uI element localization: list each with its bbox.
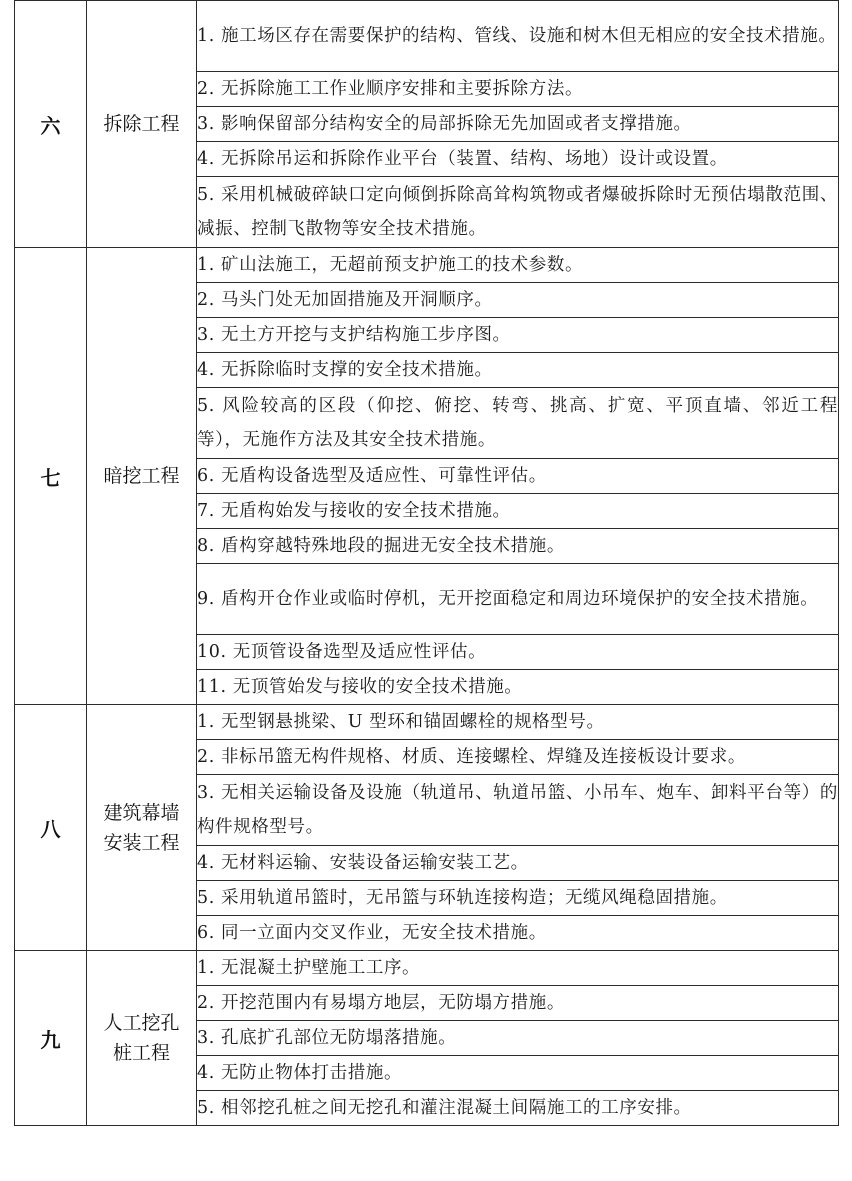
requirement-item: 4. 无材料运输、安装设备运输安装工艺。 — [197, 846, 839, 881]
requirement-item: 5. 相邻挖孔桩之间无挖孔和灌注混凝土间隔施工的工序安排。 — [197, 1091, 839, 1126]
requirement-item: 5. 采用轨道吊篮时，无吊篮与环轨连接构造；无缆风绳稳固措施。 — [197, 881, 839, 916]
section-category — [87, 705, 197, 951]
requirement-item: 4. 无拆除吊运和拆除作业平台（装置、结构、场地）设计或设置。 — [197, 142, 839, 177]
requirement-item: 10. 无顶管设备选型及适应性评估。 — [197, 635, 839, 670]
requirement-item: 8. 盾构穿越特殊地段的掘进无安全技术措施。 — [197, 529, 839, 564]
requirement-item: 3. 无土方开挖与支护结构施工步序图。 — [197, 318, 839, 353]
requirement-item: 3. 无相关运输设备及设施（轨道吊、轨道吊篮、小吊车、炮车、卸料平台等）的构件规格型号。 — [197, 775, 839, 846]
requirement-item: 2. 开挖范围内有易塌方地层，无防塌方措施。 — [197, 986, 839, 1021]
requirement-item: 4. 无防止物体打击措施。 — [197, 1056, 839, 1091]
table-row — [15, 705, 839, 740]
safety-requirements-table — [14, 0, 839, 1126]
table-row — [15, 1, 839, 72]
requirement-item: 5. 风险较高的区段（仰挖、俯挖、转弯、挑高、扩宽、平顶直墙、邻近工程等），无施作方法及其安全技术措施。 — [197, 388, 839, 459]
table-row — [15, 951, 839, 986]
requirement-item: 6. 同一立面内交叉作业，无安全技术措施。 — [197, 916, 839, 951]
requirement-item: 3. 影响保留部分结构安全的局部拆除无先加固或者支撑措施。 — [197, 107, 839, 142]
requirement-item: 1. 矿山法施工，无超前预支护施工的技术参数。 — [197, 248, 839, 283]
section-number: 六 — [15, 1, 87, 248]
requirement-item: 3. 孔底扩孔部位无防塌落措施。 — [197, 1021, 839, 1056]
section-category — [87, 951, 197, 1126]
section-number: 七 — [15, 248, 87, 705]
requirement-item: 2. 马头门处无加固措施及开洞顺序。 — [197, 283, 839, 318]
requirement-item: 6. 无盾构设备选型及适应性、可靠性评估。 — [197, 459, 839, 494]
section-category: 暗挖工程 — [87, 248, 197, 705]
table-row — [15, 248, 839, 283]
requirement-item: 2. 无拆除施工工作业顺序安排和主要拆除方法。 — [197, 72, 839, 107]
section-category-line: 人工挖孔 — [103, 1012, 180, 1034]
requirement-item: 1. 施工场区存在需要保护的结构、管线、设施和树木但无相应的安全技术措施。 — [197, 1, 839, 72]
requirement-item: 2. 非标吊篮无构件规格、材质、连接螺栓、焊缝及连接板设计要求。 — [197, 740, 839, 775]
section-category-line: 桩工程 — [112, 1042, 170, 1064]
requirement-item: 11. 无顶管始发与接收的安全技术措施。 — [197, 670, 839, 705]
requirement-item: 7. 无盾构始发与接收的安全技术措施。 — [197, 494, 839, 529]
requirement-item: 1. 无型钢悬挑梁、U 型环和锚固螺栓的规格型号。 — [197, 705, 839, 740]
requirement-item: 5. 采用机械破碎缺口定向倾倒拆除高耸构筑物或者爆破拆除时无预估塌散范围、减振、控制飞散物等安全技术措施。 — [197, 177, 839, 248]
section-number: 八 — [15, 705, 87, 951]
section-category-line: 安装工程 — [103, 831, 180, 854]
requirement-item: 1. 无混凝土护壁施工工序。 — [197, 951, 839, 986]
section-category: 拆除工程 — [87, 1, 197, 248]
requirement-item: 4. 无拆除临时支撑的安全技术措施。 — [197, 353, 839, 388]
requirement-item: 9. 盾构开仓作业或临时停机，无开挖面稳定和周边环境保护的安全技术措施。 — [197, 564, 839, 635]
section-category-line: 建筑幕墙 — [103, 801, 180, 824]
section-number: 九 — [15, 951, 87, 1126]
